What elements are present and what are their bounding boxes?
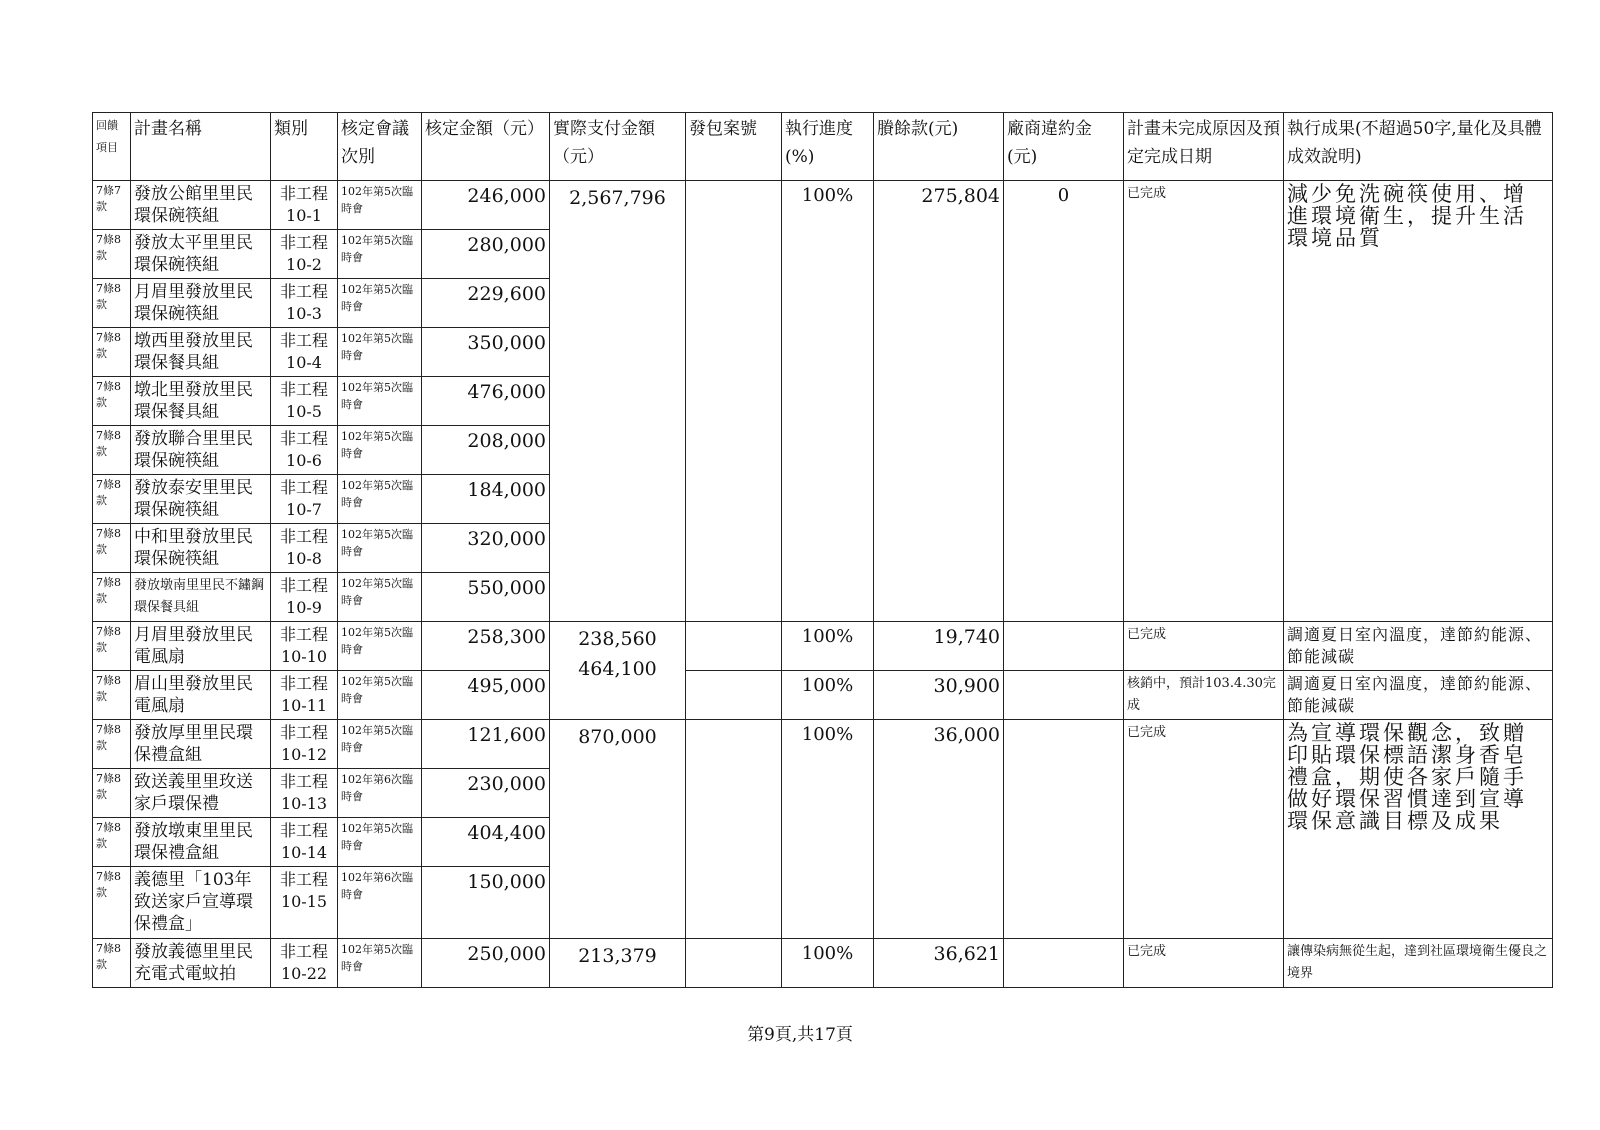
header-meeting: 核定會議次別 xyxy=(338,113,422,181)
group3-progress: 100% xyxy=(782,671,874,720)
row-meeting: 102年第5次臨時會 xyxy=(338,671,422,720)
group2-actual-a: 238,560 xyxy=(578,628,657,650)
row-type: 非工程 10-12 xyxy=(271,720,338,769)
row-item: 7條8款 xyxy=(93,328,131,377)
row-approved: 495,000 xyxy=(422,671,550,720)
row-approved: 250,000 xyxy=(422,939,550,988)
row-type: 非工程 10-14 xyxy=(271,818,338,867)
row-approved: 208,000 xyxy=(422,426,550,475)
group4-result: 為宣導環保觀念，致贈印貼環保標語潔身香皂禮盒，期使各家戶隨手做好環保習慣達到宣導環保意識目標及成果 xyxy=(1284,720,1553,939)
group1-penalty: 0 xyxy=(1004,181,1124,622)
group5-reason: 已完成 xyxy=(1124,939,1284,988)
row-name: 中和里發放里民環保碗筷組 xyxy=(131,524,271,573)
row-name: 義德里「103年致送家戶宣導環保禮盒」 xyxy=(131,867,271,939)
group5-result: 讓傳染病無從生起，達到社區環境衛生優良之境界 xyxy=(1284,939,1553,988)
row-approved: 404,400 xyxy=(422,818,550,867)
row-approved: 280,000 xyxy=(422,230,550,279)
row-item: 7條8款 xyxy=(93,939,131,988)
row-name: 發放太平里里民環保碗筷組 xyxy=(131,230,271,279)
row-item: 7條8款 xyxy=(93,818,131,867)
row-type: 非工程 10-13 xyxy=(271,769,338,818)
row-approved: 350,000 xyxy=(422,328,550,377)
header-penalty: 廠商違約金(元) xyxy=(1004,113,1124,181)
row-name: 致送義里里玫送家戶環保禮 xyxy=(131,769,271,818)
row-meeting: 102年第5次臨時會 xyxy=(338,573,422,622)
row-approved: 320,000 xyxy=(422,524,550,573)
group5-contract xyxy=(686,939,782,988)
row-type: 非工程 10-10 xyxy=(271,622,338,671)
row-name: 發放聯合里里民環保碗筷組 xyxy=(131,426,271,475)
row-meeting: 102年第6次臨時會 xyxy=(338,769,422,818)
row-item: 7條7款 xyxy=(93,181,131,230)
row-item: 7條8款 xyxy=(93,230,131,279)
row-name: 墩北里發放里民環保餐具組 xyxy=(131,377,271,426)
header-item: 回饋項目 xyxy=(93,113,131,181)
row-name: 發放泰安里里民環保碗筷組 xyxy=(131,475,271,524)
group3-contract xyxy=(686,671,782,720)
row-approved: 258,300 xyxy=(422,622,550,671)
row-type: 非工程 10-6 xyxy=(271,426,338,475)
header-name: 計畫名稱 xyxy=(131,113,271,181)
header-contract: 發包案號 xyxy=(686,113,782,181)
row-type: 非工程 10-9 xyxy=(271,573,338,622)
header-reason: 計畫未完成原因及預定完成日期 xyxy=(1124,113,1284,181)
row-meeting: 102年第5次臨時會 xyxy=(338,230,422,279)
row-name: 月眉里發放里民電風扇 xyxy=(131,622,271,671)
group2-actual xyxy=(550,622,686,720)
row-name: 發放厚里里民環保禮盒組 xyxy=(131,720,271,769)
header-approved: 核定金額（元） xyxy=(422,113,550,181)
header-result: 執行成果(不超過50字,量化及具體成效說明) xyxy=(1284,113,1553,181)
budget-execution-table xyxy=(92,112,1553,988)
group2-surplus: 19,740 xyxy=(874,622,1004,671)
group2-actual-b: 464,100 xyxy=(578,658,657,680)
group5-progress: 100% xyxy=(782,939,874,988)
row-approved: 476,000 xyxy=(422,377,550,426)
group1-surplus: 275,804 xyxy=(874,181,1004,622)
header-surplus: 賸餘款(元) xyxy=(874,113,1004,181)
group2-result: 調適夏日室內溫度，達節約能源、節能減碳 xyxy=(1284,622,1553,671)
group1-progress: 100% xyxy=(782,181,874,622)
group4-contract xyxy=(686,720,782,939)
row-name: 發放公館里里民環保碗筷組 xyxy=(131,181,271,230)
header-row xyxy=(93,113,1553,181)
group1-contract xyxy=(686,181,782,622)
row-name: 月眉里發放里民環保碗筷組 xyxy=(131,279,271,328)
group1-actual: 2,567,796 xyxy=(550,181,686,622)
row-approved: 550,000 xyxy=(422,573,550,622)
row-meeting: 102年第5次臨時會 xyxy=(338,328,422,377)
row-item: 7條8款 xyxy=(93,867,131,939)
row-approved: 150,000 xyxy=(422,867,550,939)
row-name: 發放墩東里里民環保禮盒組 xyxy=(131,818,271,867)
row-type: 非工程 10-1 xyxy=(271,181,338,230)
group4-penalty xyxy=(1004,720,1124,939)
row-item: 7條8款 xyxy=(93,573,131,622)
row-item: 7條8款 xyxy=(93,279,131,328)
header-progress: 執行進度(%) xyxy=(782,113,874,181)
row-meeting: 102年第5次臨時會 xyxy=(338,720,422,769)
group3-reason: 核銷中，預計103.4.30完成 xyxy=(1124,671,1284,720)
table-row xyxy=(93,622,1553,671)
row-meeting: 102年第5次臨時會 xyxy=(338,524,422,573)
group2-progress: 100% xyxy=(782,622,874,671)
row-meeting: 102年第5次臨時會 xyxy=(338,181,422,230)
row-type: 非工程 10-15 xyxy=(271,867,338,939)
row-type: 非工程 10-22 xyxy=(271,939,338,988)
row-meeting: 102年第6次臨時會 xyxy=(338,867,422,939)
table-row xyxy=(93,671,1553,720)
group3-result: 調適夏日室內溫度，達節約能源、節能減碳 xyxy=(1284,671,1553,720)
row-type: 非工程 10-4 xyxy=(271,328,338,377)
row-type: 非工程 10-2 xyxy=(271,230,338,279)
row-approved: 230,000 xyxy=(422,769,550,818)
row-type: 非工程 10-11 xyxy=(271,671,338,720)
header-type: 類別 xyxy=(271,113,338,181)
row-type: 非工程 10-5 xyxy=(271,377,338,426)
row-item: 7條8款 xyxy=(93,769,131,818)
group5-surplus: 36,621 xyxy=(874,939,1004,988)
row-meeting: 102年第5次臨時會 xyxy=(338,426,422,475)
row-meeting: 102年第5次臨時會 xyxy=(338,818,422,867)
row-meeting: 102年第5次臨時會 xyxy=(338,622,422,671)
row-approved: 184,000 xyxy=(422,475,550,524)
row-item: 7條8款 xyxy=(93,426,131,475)
group2-contract xyxy=(686,622,782,671)
group5-actual: 213,379 xyxy=(550,939,686,988)
table-row xyxy=(93,181,1553,230)
row-item: 7條8款 xyxy=(93,671,131,720)
row-type: 非工程 10-7 xyxy=(271,475,338,524)
group1-reason: 已完成 xyxy=(1124,181,1284,622)
row-item: 7條8款 xyxy=(93,524,131,573)
page-footer: 第9頁,共17頁 xyxy=(747,1025,853,1045)
row-approved: 121,600 xyxy=(422,720,550,769)
group5-penalty xyxy=(1004,939,1124,988)
row-meeting: 102年第5次臨時會 xyxy=(338,475,422,524)
row-name: 發放墩南里里民不鏽鋼環保餐具組 xyxy=(131,573,271,622)
group1-result: 減少免洗碗筷使用、增進環境衛生，提升生活環境品質 xyxy=(1284,181,1553,622)
group3-penalty xyxy=(1004,671,1124,720)
row-approved: 246,000 xyxy=(422,181,550,230)
table-row xyxy=(93,720,1553,769)
group4-progress: 100% xyxy=(782,720,874,939)
row-meeting: 102年第5次臨時會 xyxy=(338,377,422,426)
row-meeting: 102年第5次臨時會 xyxy=(338,279,422,328)
group4-reason: 已完成 xyxy=(1124,720,1284,939)
group4-actual: 870,000 xyxy=(550,720,686,939)
group4-surplus: 36,000 xyxy=(874,720,1004,939)
group2-reason: 已完成 xyxy=(1124,622,1284,671)
row-name: 眉山里發放里民電風扇 xyxy=(131,671,271,720)
row-type: 非工程 10-3 xyxy=(271,279,338,328)
row-item: 7條8款 xyxy=(93,720,131,769)
row-name: 墩西里發放里民環保餐具組 xyxy=(131,328,271,377)
row-approved: 229,600 xyxy=(422,279,550,328)
row-item: 7條8款 xyxy=(93,622,131,671)
row-type: 非工程 10-8 xyxy=(271,524,338,573)
group2-penalty xyxy=(1004,622,1124,671)
row-item: 7條8款 xyxy=(93,377,131,426)
header-actual: 實際支付金額（元） xyxy=(550,113,686,181)
row-name: 發放義德里里民充電式電蚊拍 xyxy=(131,939,271,988)
group3-surplus: 30,900 xyxy=(874,671,1004,720)
table-row xyxy=(93,939,1553,988)
row-item: 7條8款 xyxy=(93,475,131,524)
row-meeting: 102年第5次臨時會 xyxy=(338,939,422,988)
